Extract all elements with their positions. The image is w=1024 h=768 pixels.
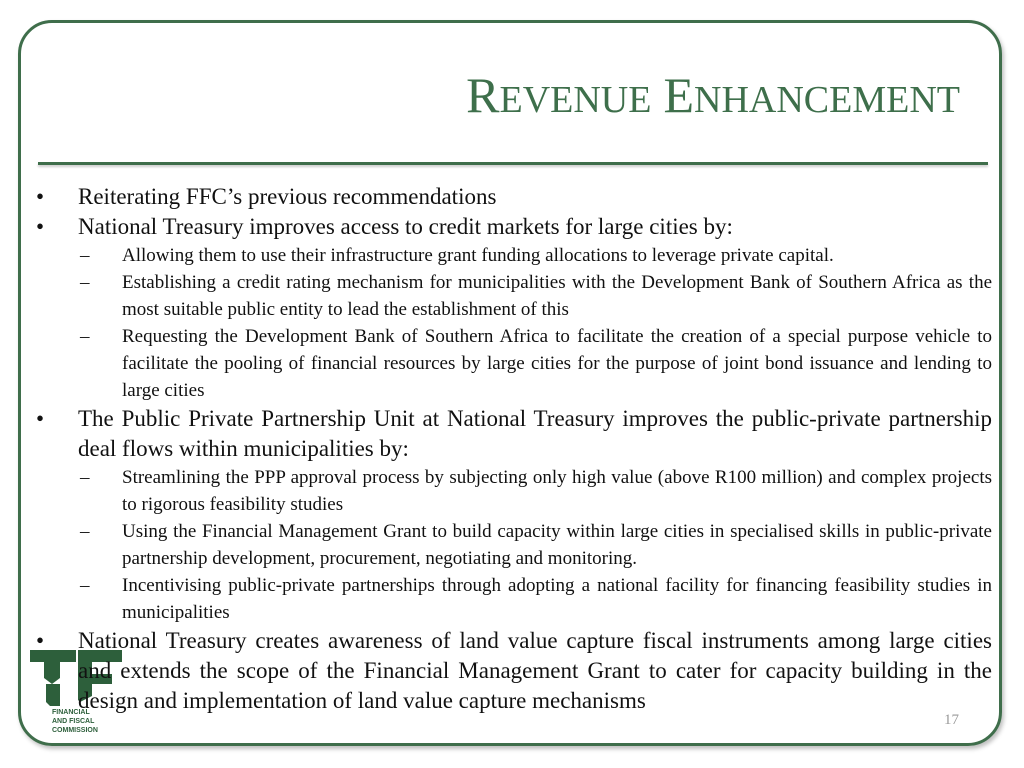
logo-line-3: COMMISSION (52, 727, 98, 734)
sub-bullet-item (36, 323, 992, 404)
title-nhancement: NHANCEMENT (694, 79, 960, 121)
slide-content (36, 182, 992, 716)
logo-line-1: FINANCIAL (52, 709, 90, 716)
sub-bullet-marker: – (80, 326, 90, 347)
sub-bullet-text: Requesting the Development Bank of Southern Africa to facilitate the creation of a special purpose vehicle to facilitate the pooling of financial resources by large cities for the purpose of joint bond issuance and lending to large cities (122, 326, 992, 401)
bullet-text: National Treasury improves access to credit markets for large cities by: (78, 214, 733, 239)
bullet-text: National Treasury creates awareness of land value capture fiscal instruments among large cities and extends the scope of the Financial Management Grant to cater for capacity building in the design and implementation of land value capture mechanisms (78, 628, 992, 713)
sub-bullet-text: Streamlining the PPP approval process by subjecting only high value (above R100 million) and complex projects to rigorous feasibility studies (122, 467, 992, 515)
title-evenue: EVENUE (499, 79, 652, 121)
bullet-marker: • (36, 406, 45, 431)
bullet-marker: • (36, 628, 45, 653)
sub-bullet-marker: – (80, 272, 90, 293)
bullet-item (36, 626, 992, 716)
bullet-item (36, 404, 992, 464)
logo-line-2: AND FISCAL (52, 718, 95, 725)
sub-bullet-item (36, 269, 992, 323)
title-e: E (663, 67, 695, 123)
title-r: R (466, 67, 500, 123)
sub-bullet-marker: – (80, 245, 90, 266)
title-divider (38, 162, 988, 165)
sub-bullet-marker: – (80, 521, 90, 542)
sub-bullet-item (36, 242, 992, 269)
sub-bullet-marker: – (80, 575, 90, 596)
bullet-text: Reiterating FFC’s previous recommendations (78, 184, 497, 209)
slide-title (466, 67, 960, 123)
bullet-item (36, 212, 992, 242)
sub-bullet-marker: – (80, 467, 90, 488)
sub-bullet-text: Allowing them to use their infrastructure grant funding allocations to leverage private capital. (122, 245, 834, 266)
bullet-item (36, 182, 992, 212)
bullet-marker: • (36, 214, 45, 239)
sub-bullet-text: Incentivising public-private partnerships through adopting a national facility for financing feasibility studies in municipalities (122, 575, 992, 623)
sub-bullet-item (36, 518, 992, 572)
sub-bullet-item (36, 572, 992, 626)
bullet-marker: • (36, 184, 45, 209)
sub-bullet-text: Using the Financial Management Grant to build capacity within large cities in specialised skills in public-private partnership development, procurement, negotiating and monitoring. (122, 521, 992, 569)
sub-bullet-item (36, 464, 992, 518)
page-number: 17 (944, 712, 959, 728)
sub-bullet-text: Establishing a credit rating mechanism for municipalities with the Development Bank of Southern Africa as the most suitable public entity to lead the establishment of this (122, 272, 992, 320)
bullet-text: The Public Private Partnership Unit at National Treasury improves the public-private partnership deal flows within municipalities by: (78, 406, 992, 461)
